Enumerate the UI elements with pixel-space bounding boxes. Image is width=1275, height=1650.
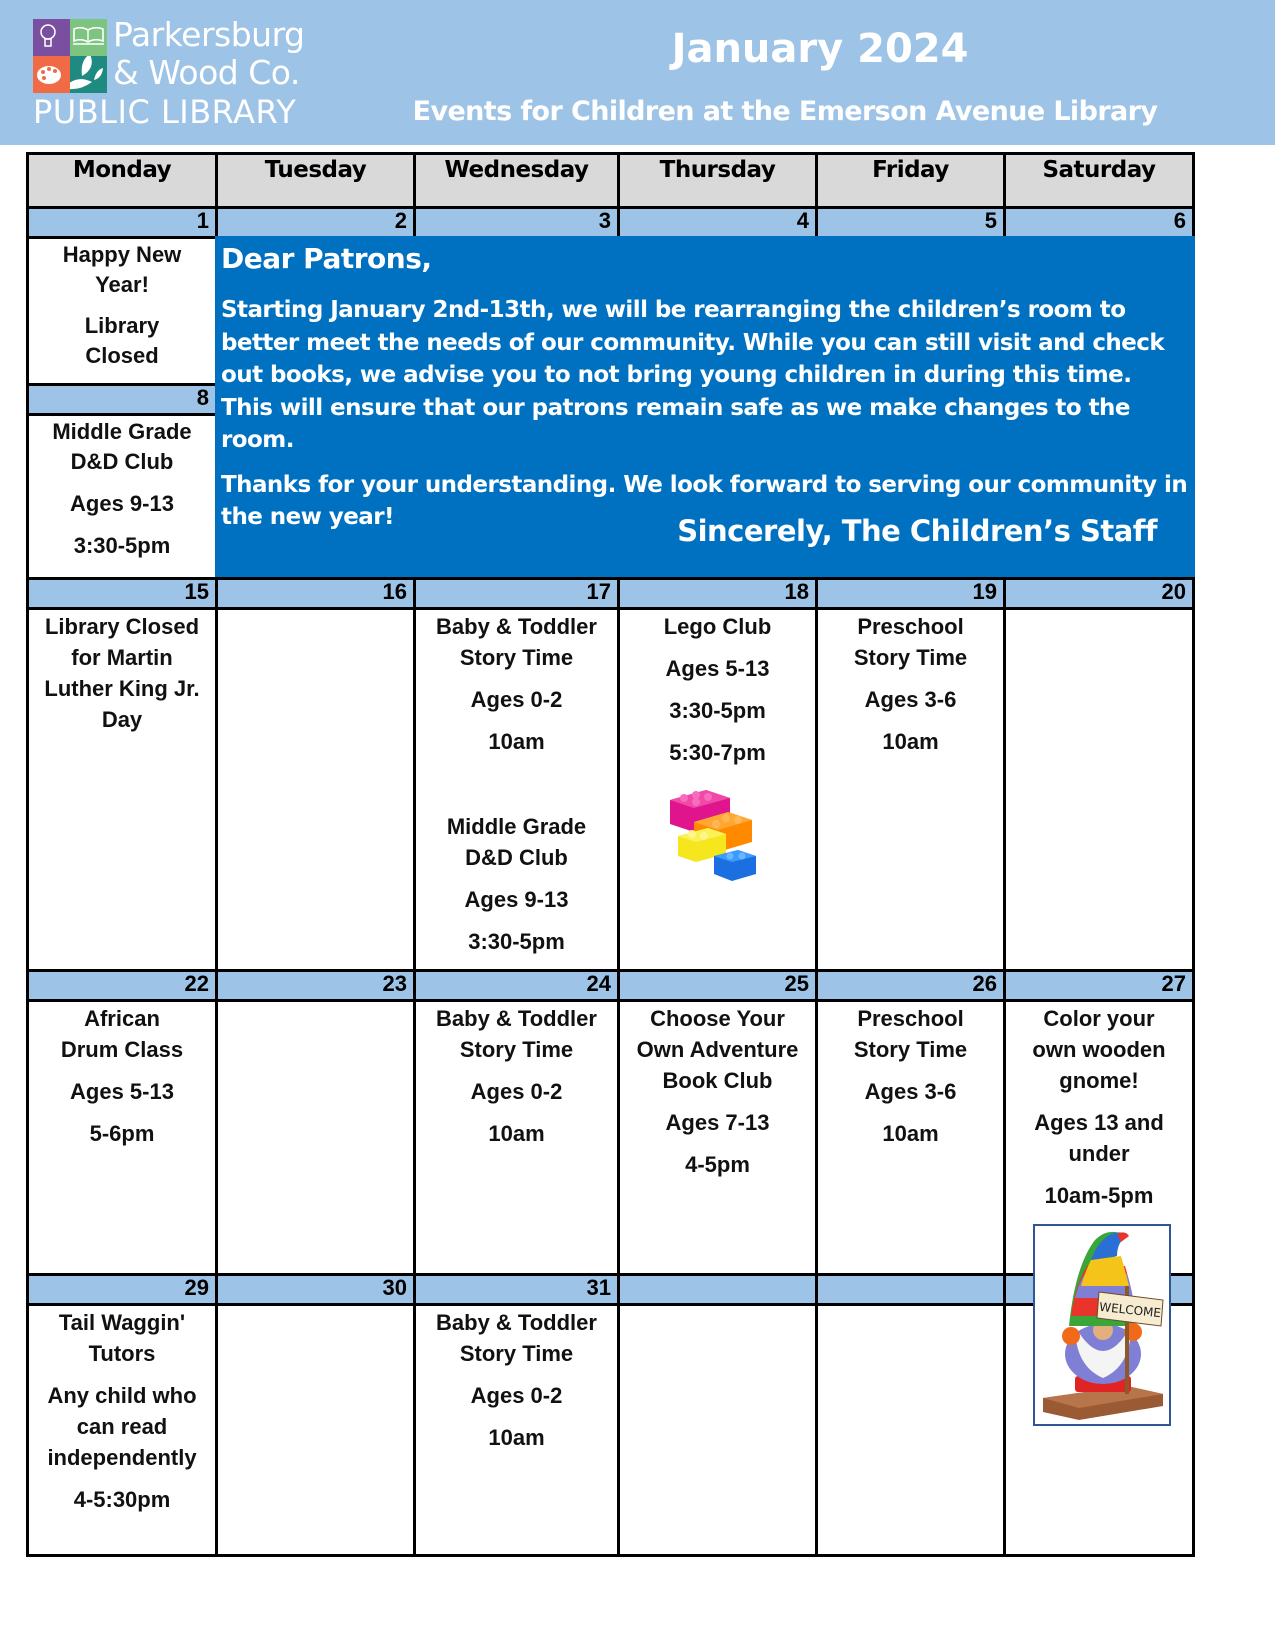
date-cell: 25: [617, 969, 818, 1002]
event-time: 10am: [882, 1121, 939, 1146]
date-cell: 6: [1003, 206, 1195, 239]
date-cell: 27: [1003, 969, 1195, 1002]
date-cell: 15: [26, 577, 218, 610]
date-cell: 24: [413, 969, 620, 1002]
day-header-thursday: Thursday: [617, 152, 818, 209]
paint-palette-icon: [33, 56, 70, 93]
event-note: Library Closed for Martin Luther King Jr. Day: [44, 614, 200, 732]
event-ages: Ages 7-13: [665, 1110, 770, 1135]
calendar-grid: [26, 152, 1195, 1557]
day-header-tuesday: Tuesday: [215, 152, 416, 209]
open-book-icon: [70, 19, 107, 56]
date-cell: [815, 1273, 1006, 1306]
notice-signature: Sincerely, The Children’s Staff: [677, 514, 1157, 548]
event-title: Baby & Toddler Story Time: [436, 1006, 597, 1062]
event-time: 10am: [488, 1121, 545, 1146]
date-cell: 22: [26, 969, 218, 1002]
event-title: Baby & Toddler Story Time: [436, 1310, 597, 1366]
date-cell: 16: [215, 577, 416, 610]
event-ages: Ages 0-2: [470, 1079, 563, 1104]
date-cell: 31: [413, 1273, 620, 1306]
day-header-saturday: Saturday: [1003, 152, 1195, 209]
event-time: 5:30-7pm: [669, 740, 766, 765]
date-cell: 29: [26, 1273, 218, 1306]
day-header-monday: Monday: [26, 152, 218, 209]
day-cell-31: [413, 1303, 620, 1557]
logo-text-line2: & Wood Co.: [113, 53, 300, 92]
date-cell: 23: [215, 969, 416, 1002]
date-cell: 5: [815, 206, 1006, 239]
event-title: Color your own wooden gnome!: [1032, 1006, 1166, 1093]
lightbulb-icon: [33, 19, 70, 56]
event-time: 4-5:30pm: [73, 1487, 171, 1512]
patron-notice: [215, 236, 1195, 577]
event-title: Lego Club: [663, 614, 772, 639]
event-title: Choose Your Own Adventure Book Club: [636, 1006, 799, 1093]
date-cell: 18: [617, 577, 818, 610]
event-ages: Ages 3-6: [864, 1079, 957, 1104]
day-cell-17: [413, 607, 620, 972]
day-cell-29: [26, 1303, 218, 1557]
logo-text-line3: PUBLIC LIBRARY: [33, 93, 297, 131]
event-time: 4-5pm: [685, 1152, 750, 1177]
notice-greeting: Dear Patrons,: [221, 242, 432, 275]
gnome-sign-text: WELCOME: [1098, 1299, 1162, 1321]
event-ages: Ages 13 and under: [1034, 1110, 1164, 1166]
notice-body: [221, 294, 1189, 546]
day-header-wednesday: Wednesday: [413, 152, 620, 209]
welcome-gnome-image: [1033, 1224, 1171, 1426]
date-cell: 3: [413, 206, 620, 239]
event-time: 10am-5pm: [1044, 1183, 1154, 1208]
event-ages: Ages 5-13: [70, 1079, 174, 1104]
event-title: Tail Waggin' Tutors: [58, 1310, 186, 1366]
empty-cell: [815, 1303, 1006, 1557]
event-time: 3:30-5pm: [468, 929, 565, 954]
event-title: Baby & Toddler Story Time: [436, 614, 597, 670]
logo-text-line1: Parkersburg: [113, 15, 305, 54]
date-cell: 1: [26, 206, 218, 239]
event-ages: Ages 9-13: [464, 887, 569, 912]
event-note: Library Closed: [84, 313, 160, 368]
empty-cell: [617, 1303, 818, 1557]
day-cell-1: [26, 236, 218, 386]
page-title: January 2024: [671, 26, 969, 72]
logo-tiles: [33, 19, 107, 93]
date-cell: 17: [413, 577, 620, 610]
event-time: 3:30-5pm: [669, 698, 766, 723]
event-title: Happy New Year!: [62, 242, 182, 297]
day-cell-18: [617, 607, 818, 972]
day-cell-24: [413, 999, 620, 1276]
day-header-friday: Friday: [815, 152, 1006, 209]
event-title: African Drum Class: [60, 1006, 184, 1062]
date-cell: 8: [26, 383, 218, 416]
day-cell-26: [815, 999, 1006, 1276]
date-cell: 2: [215, 206, 416, 239]
event-ages: Ages 9-13: [70, 491, 174, 516]
event-time: 5-6pm: [89, 1121, 155, 1146]
event-title: Preschool Story Time: [853, 614, 968, 670]
event-ages: Ages 5-13: [665, 656, 770, 681]
event-time: 10am: [488, 1425, 545, 1450]
leaf-icon: [70, 56, 107, 93]
library-logo: [33, 15, 305, 131]
date-cell: 30: [215, 1273, 416, 1306]
event-title: Middle Grade D&D Club: [446, 814, 587, 870]
event-title: Middle Grade D&D Club: [52, 419, 192, 474]
event-time: 10am: [882, 729, 939, 754]
date-cell: 4: [617, 206, 818, 239]
day-cell-16: [215, 607, 416, 972]
lego-bricks-image: [668, 782, 763, 882]
day-cell-15: [26, 607, 218, 972]
date-cell: 26: [815, 969, 1006, 1002]
day-cell-8: [26, 413, 218, 580]
page-subtitle: Events for Children at the Emerson Avenue Library: [412, 96, 1158, 127]
event-time: 10am: [488, 729, 545, 754]
day-cell-23: [215, 999, 416, 1276]
day-cell-25: [617, 999, 818, 1276]
day-cell-19: [815, 607, 1006, 972]
notice-paragraph-1: Starting January 2nd-13th, we will be rearranging the children’s room to better meet the needs of our community. While you can still visit and check out books, we advise you to not bring young children in during this time. This will ensure that our patrons remain safe as we make changes to the room.: [221, 297, 1165, 453]
date-cell: [617, 1273, 818, 1306]
event-ages: Ages 0-2: [470, 687, 563, 712]
event-ages: Ages 3-6: [864, 687, 957, 712]
date-cell: 20: [1003, 577, 1195, 610]
day-cell-20: [1003, 607, 1195, 972]
day-cell-22: [26, 999, 218, 1276]
event-ages: Ages 0-2: [470, 1383, 563, 1408]
event-ages: Any child who can read independently: [47, 1383, 197, 1470]
notice-paragraph-2: Thanks for your understanding. We look forward to serving our community in the new year!: [221, 471, 1188, 530]
day-cell-30: [215, 1303, 416, 1557]
event-time: 3:30-5pm: [73, 533, 171, 558]
date-cell: 19: [815, 577, 1006, 610]
event-title: Preschool Story Time: [853, 1006, 968, 1062]
